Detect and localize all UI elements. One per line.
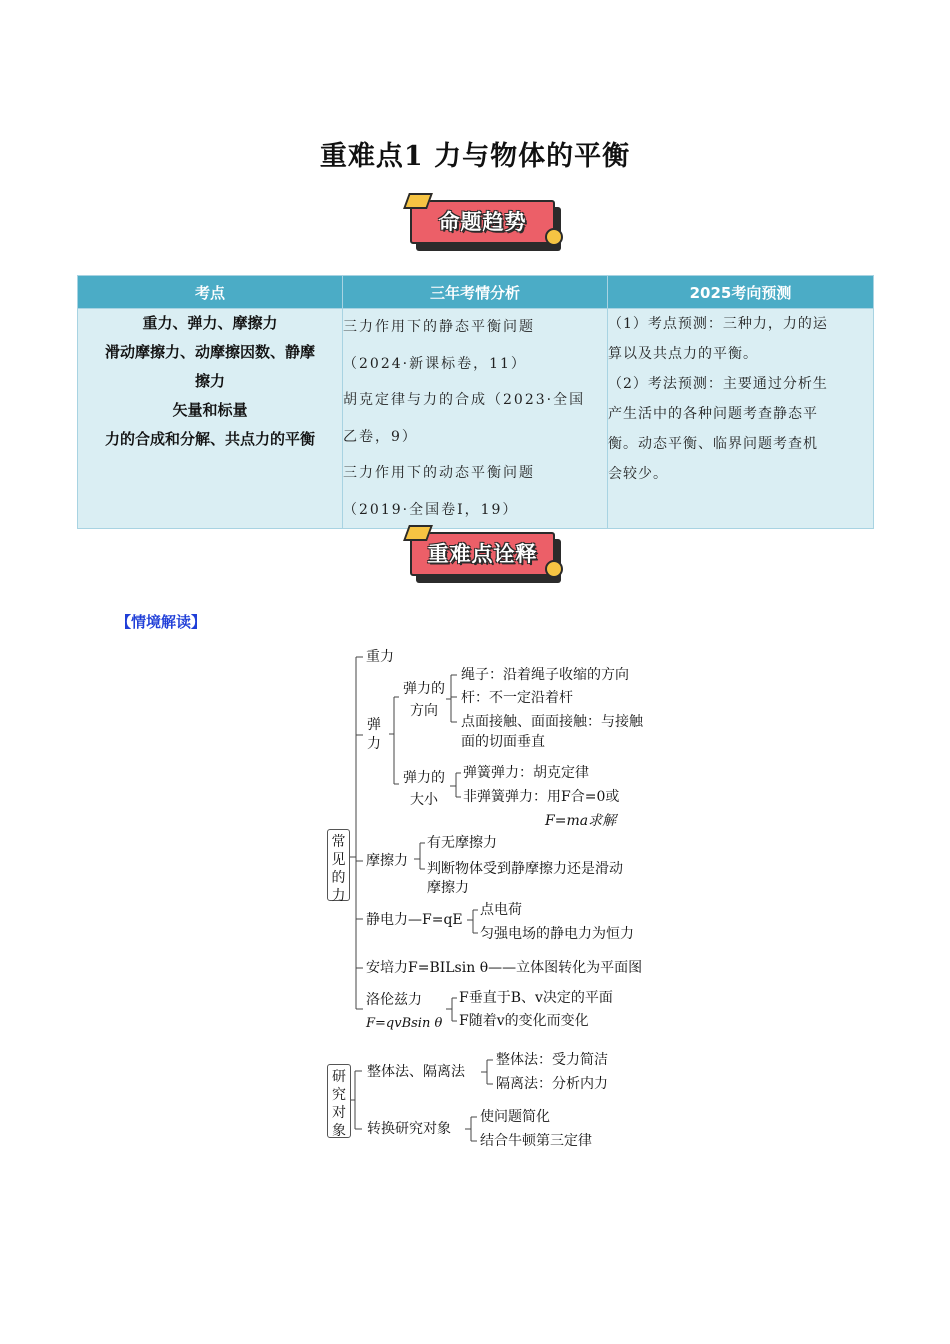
header-analysis: 三年考情分析 (343, 276, 608, 309)
node-elastic-direction: 弹力的方向 (403, 681, 445, 719)
magnitude-item: 弹簧弹力：胡克定律 (463, 765, 589, 781)
kaodian-line: 力的合成和分解、共点力的平衡 (104, 430, 315, 448)
analysis-line: （2019·全国卷Ⅰ，19） (343, 501, 519, 518)
node-elastic-magnitude: 弹力的大小 (403, 770, 445, 808)
forecast-line: 算以及共点力的平衡。 (608, 346, 758, 362)
forecast-line: 产生活中的各种问题考查静态平 (608, 406, 818, 422)
forecast-line: 会较少。 (608, 466, 668, 482)
lorentz-item: F垂直于B、v决定的平面 (459, 990, 613, 1006)
friction-item: 判断物体受到静摩擦力还是滑动 (427, 861, 623, 877)
page-title: 重难点1 力与物体的平衡 (319, 141, 631, 172)
header-kaodian: 考点 (78, 276, 343, 309)
section-label: 【情境解读】 (116, 613, 207, 631)
mindmap1-root: 常见的力 (327, 829, 350, 901)
friction-item: 有无摩擦力 (427, 835, 497, 851)
explain-banner-label: 重难点诠释 (427, 542, 538, 566)
direction-item: 绳子：沿着绳子收缩的方向 (461, 667, 629, 683)
analysis-line: 乙卷，9） (343, 428, 418, 445)
node-switch-object: 转换研究对象 (367, 1121, 451, 1137)
header-forecast: 2025考向预测 (608, 276, 874, 309)
node-friction: 摩擦力 (366, 853, 408, 869)
node-gravity: 重力 (366, 649, 394, 665)
node-electric: 静电力—F=qE (366, 912, 463, 928)
mindmap2-root: 研究对象 (327, 1064, 351, 1138)
analysis-line: （2024·新课标卷，11） (343, 355, 527, 372)
direction-item: 面的切面垂直 (461, 734, 545, 750)
kaodian-line: 重力、弹力、摩擦力 (142, 314, 278, 332)
switch-object-item: 结合牛顿第三定律 (480, 1133, 592, 1149)
lorentz-item: F随着v的变化而变化 (459, 1013, 589, 1029)
direction-item: 点面接触、面面接触：与接触 (461, 714, 643, 730)
kaodian-line: 擦力 (194, 372, 225, 390)
electric-item: 匀强电场的静电力为恒力 (480, 926, 634, 942)
analysis-line: 三力作用下的静态平衡问题 (343, 319, 535, 335)
node-lorentz-formula: F=qvBsin θ (366, 1016, 443, 1031)
whole-isolation-item: 整体法：受力简洁 (496, 1052, 608, 1068)
node-elastic: 弹力 (367, 717, 381, 752)
whole-isolation-item: 隔离法：分析内力 (496, 1076, 608, 1092)
node-whole-isolation: 整体法、隔离法 (367, 1064, 465, 1080)
magnitude-item: F=ma求解 (545, 813, 617, 829)
kaodian-line: 矢量和标量 (172, 401, 248, 419)
electric-item: 点电荷 (480, 902, 522, 918)
forecast-line: 衡。动态平衡、临界问题考查机 (608, 436, 818, 452)
kaodian-line: 滑动摩擦力、动摩擦因数、静摩 (104, 343, 315, 361)
node-lorentz: 洛伦兹力 (366, 992, 422, 1008)
forecast-line: （1）考点预测：三种力，力的运 (608, 316, 828, 332)
switch-object-item: 使问题简化 (480, 1109, 550, 1125)
friction-item: 摩擦力 (427, 880, 469, 896)
analysis-line: 胡克定律与力的合成（2023·全国 (343, 392, 586, 408)
forecast-line: （2）考法预测：主要通过分析生 (608, 376, 828, 392)
direction-item: 杆：不一定沿着杆 (461, 690, 573, 706)
analysis-line: 三力作用下的动态平衡问题 (343, 465, 535, 481)
node-ampere: 安培力F=BILsin θ——立体图转化为平面图 (366, 960, 643, 976)
magnitude-item: 非弹簧弹力：用F合=0或 (463, 789, 620, 805)
trend-banner-label: 命题趋势 (438, 210, 527, 234)
